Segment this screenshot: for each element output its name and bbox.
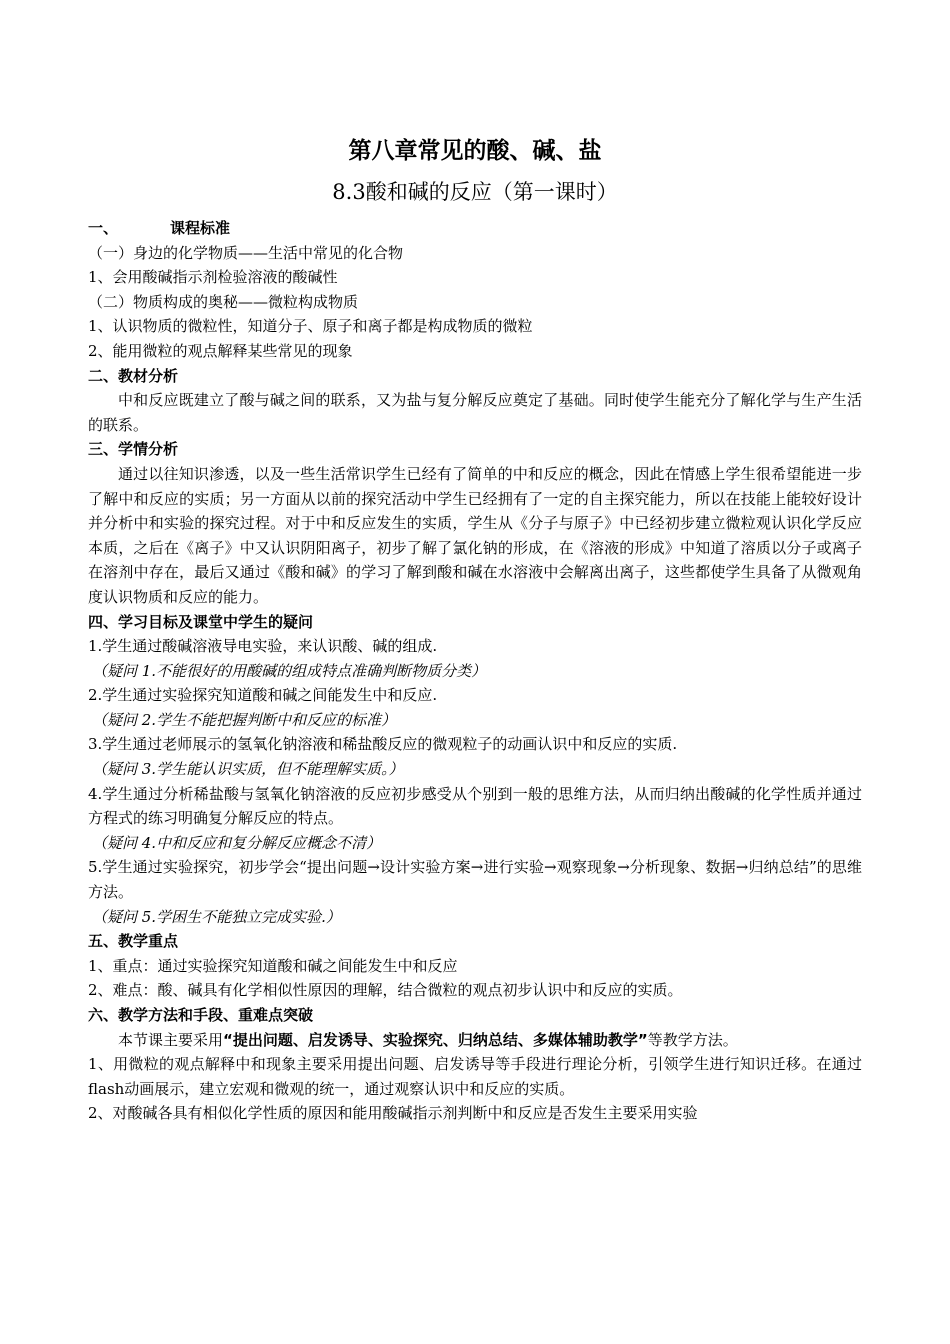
text-line: 2、能用微粒的观点解释某些常见的现象 <box>88 341 353 360</box>
section-teaching-methods <box>88 1003 862 1126</box>
section-textbook-analysis <box>88 364 862 438</box>
section-teaching-focus <box>88 929 862 1003</box>
section-heading <box>88 216 862 241</box>
student-question: （疑问 4.中和反应和复分解反应概念不清） <box>92 833 382 852</box>
text-line: 1、认识物质的微粒性，知道分子、原子和离子都是构成物质的微粒 <box>88 317 533 336</box>
paragraph: 中和反应既建立了酸与碱之间的联系，又为盐与复分解反应奠定了基础。同时使学生能充分了解化学与生产生活的联系。 <box>88 391 862 434</box>
text-span: 等教学方法。 <box>647 1030 738 1049</box>
goal-item: 1.学生通过酸碱溶液导电实验，来认识酸、碱的组成. <box>88 637 438 656</box>
section-heading: 二、教材分析 <box>88 366 179 385</box>
section-learning-goals <box>88 610 862 930</box>
section-heading: 五、教学重点 <box>88 932 179 951</box>
goal-item: 2.学生通过实验探究知道酸和碱之间能发生中和反应. <box>88 686 438 705</box>
text-line: （二）物质构成的奥秘——微粒构成物质 <box>88 292 359 311</box>
student-question: （疑问 1.不能很好的用酸碱的组成特点准确判断物质分类） <box>92 661 487 680</box>
student-question: （疑问 5.学困生不能独立完成实验.） <box>92 907 341 926</box>
method-list-bold: “提出问题、启发诱导、实验探究、归纳总结、多媒体辅助教学” <box>223 1030 648 1049</box>
text-line: 1、重点：通过实验探究知道酸和碱之间能发生中和反应 <box>88 956 458 975</box>
section-student-analysis <box>88 437 862 609</box>
section-heading: 六、教学方法和手段、重难点突破 <box>88 1006 314 1024</box>
document-page <box>88 130 862 1126</box>
text-line: 2、难点：酸、碱具有化学相似性原因的理解，结合微粒的观点初步认识中和反应的实质。 <box>88 981 683 1000</box>
paragraph: 2、对酸碱各具有相似化学性质的原因和能用酸碱指示剂判断中和反应是否发生主要采用实验 <box>88 1104 698 1123</box>
section-curriculum-standard <box>88 216 862 364</box>
paragraph: 1、用微粒的观点解释中和现象主要采用提出问题、启发诱导等手段进行理论分析，引领学生进行知识迁移。在通过flash动画展示，建立宏观和微观的统一，通过观察认识中和反应的实质。 <box>88 1055 862 1098</box>
student-question: （疑问 3.学生能认识实质，但不能理解实质。） <box>92 760 404 779</box>
paragraph: 通过以往知识渗透，以及一些生活常识学生已经有了简单的中和反应的概念，因此在情感上学生很希望能进一步了解中和反应的实质；另一方面从以前的探究活动中学生已经拥有了一定的自主探究能力，所以在技能上能较好设计并分析中和实验的探究过程。对于中和反应发生的实质，学生从《分子与原子》中已经初步建立微粒观认识化学反应本质，之后在《离子》中又认识阴阳离子，初步了解了氯化钠的形成，在《溶液的形成》中知道了溶质以分子或离子在溶剂中存在，最后又通过《酸和碱》的学习了解到酸和碱在水溶液中会解离出离子，这些都使学生具备了从微观角度认识物质和反应的能力。 <box>88 464 862 606</box>
goal-item: 3.学生通过老师展示的氢氧化钠溶液和稀盐酸反应的微观粒子的动画认识中和反应的实质. <box>88 735 678 754</box>
text-span: 本节课主要采用 <box>118 1030 224 1049</box>
text-line: 1、会用酸碱指示剂检验溶液的酸碱性 <box>88 268 338 287</box>
section-heading: 四、学习目标及课堂中学生的疑问 <box>88 612 314 631</box>
lesson-subtitle: 8.3酸和碱的反应（第一课时） <box>332 180 618 204</box>
goal-item: 4.学生通过分析稀盐酸与氢氧化钠溶液的反应初步感受从个别到一般的思维方法，从而归纳出酸碱的化学性质并通过方程式的练习明确复分解反应的特点。 <box>88 784 862 828</box>
text-line: （一）身边的化学物质——生活中常见的化合物 <box>88 243 404 262</box>
goal-item: 5.学生通过实验探究，初步学会“提出问题→设计实验方案→进行实验→观察现象→分析现象、数据→归纳总结”的思维方法。 <box>88 858 862 902</box>
section-heading: 三、学情分析 <box>88 440 179 459</box>
chapter-title: 第八章常见的酸、碱、盐 <box>348 138 602 164</box>
paragraph <box>88 1028 862 1053</box>
student-question: （疑问 2.学生不能把握判断中和反应的标准） <box>92 710 397 729</box>
section-number: 一、 <box>88 219 119 237</box>
section-heading-text: 课程标准 <box>170 219 231 237</box>
